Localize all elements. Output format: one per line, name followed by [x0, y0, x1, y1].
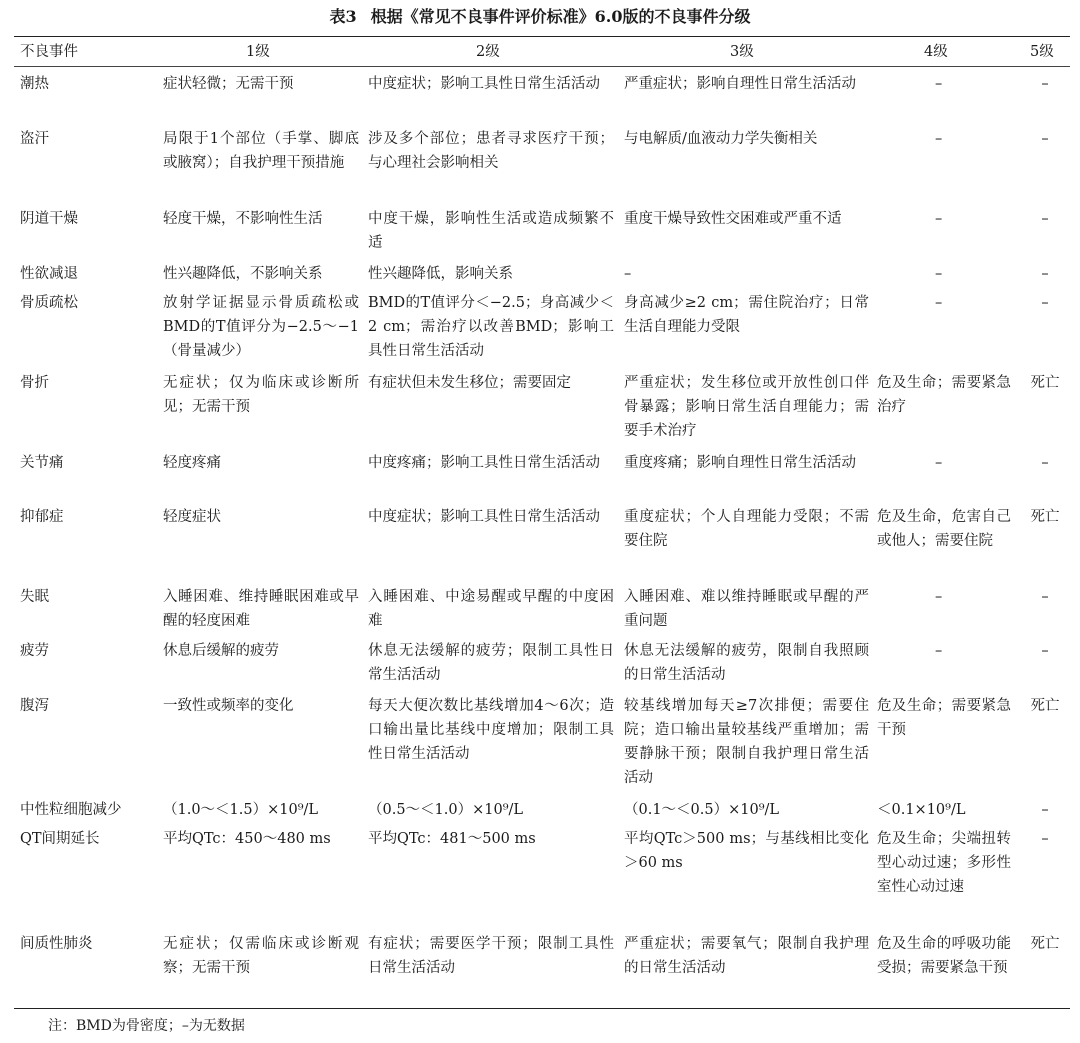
- grade-4-cell: 危及生命，危害自己或他人；需要住院: [877, 509, 1011, 549]
- grade-3-cell: 严重症状；影响自理性日常生活活动: [624, 76, 856, 92]
- grade-1-cell: （1.0～＜1.5）×10⁹/L: [163, 802, 319, 818]
- top-rule: [14, 36, 1070, 37]
- grade-1-cell: 入睡困难、维持睡眠困难或早醒的轻度困难: [163, 589, 359, 629]
- grade-3-cell: 平均QTc＞500 ms；与基线相比变化＞60 ms: [624, 831, 869, 871]
- grade-2-cell: 入睡困难、中途易醒或早醒的中度困难: [368, 589, 614, 629]
- grade-3-cell: 身高减少≥2 cm；需住院治疗；日常生活自理能力受限: [624, 295, 869, 335]
- grade-5-cell: –: [1041, 643, 1049, 659]
- event-name: 间质性肺炎: [20, 936, 93, 952]
- event-name: 抑郁症: [20, 509, 64, 525]
- grade-5-cell: –: [1041, 831, 1049, 847]
- grade-5-cell: –: [1041, 802, 1049, 818]
- grade-4-cell: 危及生命；需要紧急干预: [877, 698, 1011, 738]
- grade-4-cell: –: [935, 455, 943, 471]
- grade-1-cell: 局限于1个部位（手掌、脚底或腋窝）；自我护理干预措施: [163, 131, 359, 171]
- grade-4-cell: –: [935, 76, 943, 92]
- grade-4-cell: 危及生命；需要紧急治疗: [877, 375, 1011, 415]
- caption-title: 根据《常见不良事件评价标准》6.0版的不良事件分级: [370, 7, 751, 26]
- grade-2-cell: 有症状；需要医学干预；限制工具性日常生活活动: [368, 936, 614, 976]
- event-name: 骨质疏松: [20, 295, 78, 311]
- grade-3-cell: 重度干燥导致性交困难或严重不适: [624, 211, 842, 227]
- header-grade-5: 5级: [1030, 44, 1054, 60]
- grade-5-cell: –: [1041, 589, 1049, 605]
- grade-3-cell: 入睡困难、难以维持睡眠或早醒的严重问题: [624, 589, 869, 629]
- grade-3-cell: 重度症状；个人自理能力受限；不需要住院: [624, 509, 869, 549]
- grade-3-cell: 重度疼痛；影响自理性日常生活活动: [624, 455, 856, 471]
- header-event: 不良事件: [20, 44, 78, 60]
- grade-5-cell: –: [1041, 211, 1049, 227]
- grade-5-cell: 死亡: [1030, 509, 1060, 525]
- header-grade-4: 4级: [924, 44, 948, 60]
- grade-5-cell: –: [1041, 131, 1049, 147]
- event-name: 性欲减退: [20, 266, 78, 282]
- grade-2-cell: 中度症状；影响工具性日常生活活动: [368, 509, 600, 525]
- grade-1-cell: 一致性或频率的变化: [163, 698, 294, 714]
- event-name: 腹泻: [20, 698, 49, 714]
- grade-1-cell: 轻度症状: [163, 509, 221, 525]
- grade-5-cell: 死亡: [1030, 375, 1060, 391]
- grade-3-cell: –: [624, 266, 632, 282]
- grade-2-cell: 中度干燥，影响性生活或造成频繁不适: [368, 211, 614, 251]
- header-grade-1: 1级: [246, 44, 270, 60]
- grade-2-cell: 中度疼痛；影响工具性日常生活活动: [368, 455, 600, 471]
- event-name: 骨折: [20, 375, 49, 391]
- grade-3-cell: 休息无法缓解的疲劳，限制自我照顾的日常生活活动: [624, 643, 869, 683]
- grade-1-cell: 轻度干燥，不影响性生活: [163, 211, 323, 227]
- grade-5-cell: 死亡: [1030, 698, 1060, 714]
- event-name: 疲劳: [20, 643, 49, 659]
- grade-1-cell: 性兴趣降低，不影响关系: [163, 266, 323, 282]
- bottom-rule: [14, 1008, 1070, 1009]
- grade-1-cell: 症状轻微；无需干预: [163, 76, 294, 92]
- event-name: 潮热: [20, 76, 49, 92]
- grade-1-cell: 轻度疼痛: [163, 455, 221, 471]
- grade-4-cell: ＜0.1×10⁹/L: [877, 802, 966, 818]
- event-name: 失眠: [20, 589, 49, 605]
- table-note: 注：BMD为骨密度；–为无数据: [48, 1018, 245, 1034]
- grade-5-cell: –: [1041, 266, 1049, 282]
- grade-2-cell: 性兴趣降低，影响关系: [368, 266, 513, 282]
- grade-5-cell: –: [1041, 295, 1049, 311]
- grade-4-cell: –: [935, 643, 943, 659]
- grade-4-cell: –: [935, 589, 943, 605]
- grade-3-cell: （0.1～＜0.5）×10⁹/L: [624, 802, 780, 818]
- grade-4-cell: –: [935, 266, 943, 282]
- header-rule: [14, 66, 1070, 67]
- grade-2-cell: （0.5～＜1.0）×10⁹/L: [368, 802, 524, 818]
- grade-5-cell: –: [1041, 76, 1049, 92]
- grade-2-cell: 休息无法缓解的疲劳；限制工具性日常生活活动: [368, 643, 614, 683]
- grade-2-cell: 平均QTc：481～500 ms: [368, 831, 536, 847]
- grade-1-cell: 无症状；仅需临床或诊断观察；无需干预: [163, 936, 359, 976]
- grade-1-cell: 休息后缓解的疲劳: [163, 643, 279, 659]
- caption-number: 表3: [329, 7, 357, 26]
- grade-1-cell: 放射学证据显示骨质疏松或BMD的T值评分为−2.5～−1（骨量减少）: [163, 295, 359, 359]
- grade-1-cell: 无症状；仅为临床或诊断所见；无需干预: [163, 375, 359, 415]
- grade-5-cell: 死亡: [1030, 936, 1060, 952]
- grade-3-cell: 严重症状；发生移位或开放性创口伴骨暴露；影响日常生活自理能力；需要手术治疗: [624, 375, 869, 439]
- grade-3-cell: 与电解质/血液动力学失衡相关: [624, 131, 818, 147]
- grade-4-cell: 危及生命的呼吸功能受损；需要紧急干预: [877, 936, 1011, 976]
- event-name: QT间期延长: [20, 831, 100, 847]
- grade-2-cell: 中度症状；影响工具性日常生活活动: [368, 76, 600, 92]
- event-name: 关节痛: [20, 455, 64, 471]
- event-name: 盗汗: [20, 131, 49, 147]
- table-caption: [0, 6, 1080, 28]
- grade-2-cell: 有症状但未发生移位；需要固定: [368, 375, 571, 391]
- grade-4-cell: –: [935, 211, 943, 227]
- event-name: 中性粒细胞减少: [20, 802, 122, 818]
- header-grade-2: 2级: [476, 44, 500, 60]
- grade-1-cell: 平均QTc：450～480 ms: [163, 831, 331, 847]
- grade-4-cell: –: [935, 131, 943, 147]
- header-grade-3: 3级: [730, 44, 754, 60]
- grade-3-cell: 较基线增加每天≥7次排便；需要住院；造口输出量较基线严重增加；需要静脉干预；限制自我护理日常生活活动: [624, 698, 869, 786]
- grade-2-cell: 每天大便次数比基线增加4～6次；造口输出量比基线中度增加；限制工具性日常生活活动: [368, 698, 614, 762]
- event-name: 阴道干燥: [20, 211, 78, 227]
- grade-5-cell: –: [1041, 455, 1049, 471]
- grade-2-cell: BMD的T值评分＜−2.5；身高减少＜2 cm；需治疗以改善BMD；影响工具性日常生活活动: [368, 295, 614, 359]
- grade-3-cell: 严重症状；需要氧气；限制自我护理的日常生活活动: [624, 936, 869, 976]
- grade-4-cell: 危及生命；尖端扭转型心动过速；多形性室性心动过速: [877, 831, 1011, 895]
- grade-4-cell: –: [935, 295, 943, 311]
- grade-2-cell: 涉及多个部位；患者寻求医疗干预；与心理社会影响相关: [368, 131, 614, 171]
